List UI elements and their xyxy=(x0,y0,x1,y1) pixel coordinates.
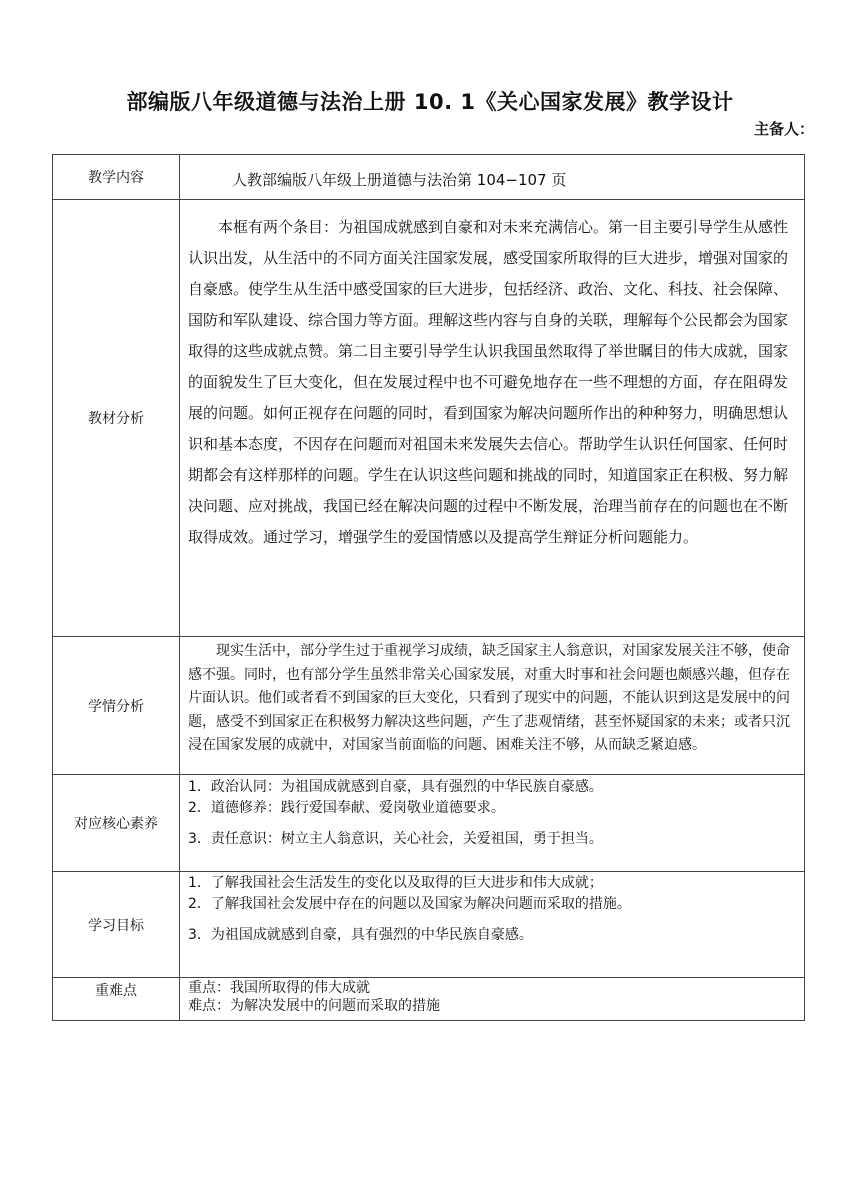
core-literacy-cell xyxy=(180,775,805,872)
list-item: 重点：我国所取得的伟大成就 xyxy=(188,980,370,996)
table-row xyxy=(53,775,805,872)
table-row xyxy=(53,872,805,978)
row-label-learner-analysis: 学情分析 xyxy=(53,637,180,775)
content-cell xyxy=(180,155,805,200)
row-label-objectives: 学习目标 xyxy=(53,872,180,978)
document-title: 部编版八年级道德与法治上册 10. 1《关心国家发展》教学设计 xyxy=(126,90,734,114)
list-item: 1．了解我国社会生活发生的变化以及取得的巨大进步和伟大成就； xyxy=(188,875,603,891)
row-label-textbook-analysis: 教材分析 xyxy=(53,200,180,637)
content-text: 人教部编版八年级上册道德与法治第 104−107 页 xyxy=(232,171,567,189)
lesson-design-table xyxy=(52,154,805,1021)
textbook-analysis-text: 本框有两个条目：为祖国成就感到自豪和对未来充满信心。第一目主要引导学生从感性认识出发，从生活中的不同方面关注国家发展，感受国家所取得的巨大进步，增强对国家的自豪感。使学生从生活中感受国家的巨大进步，包括经济、政治、文化、科技、社会保障、国防和军队建设、综合国力等方面。理解这些内容与自身的关联，理解每个公民都会为国家取得的这些成就点赞。第二目主要引导学生认识我国虽然取得了举世瞩目的伟大成就，国家的面貌发生了巨大变化，但在发展过程中也不可避免地存在一些不理想的方面，存在阻碍发展的问题。如何正视存在问题的同时，看到国家为解决问题所作出的种种努力，明确思想认识和基本态度，不因存在问题而对祖国未来发展失去信心。帮助学生认识任何国家、任何时期都会有这样那样的问题。学生在认识这些问题和挑战的同时，知道国家正在积极、努力解决问题、应对挑战，我国已经在解决问题的过程中不断发展，治理当前存在的问题也在不断取得成效。通过学习，增强学生的爱国情感以及提高学生辩证分析问题能力。 xyxy=(188,218,789,546)
list-item: 1．政治认同：为祖国成就感到自豪，具有强烈的中华民族自豪感。 xyxy=(188,779,603,795)
table-row xyxy=(53,978,805,1021)
table-row xyxy=(53,200,805,637)
list-item: 3．责任意识：树立主人翁意识，关心社会，关爱祖国，勇于担当。 xyxy=(188,831,603,847)
list-item: 难点：为解决发展中的问题而采取的措施 xyxy=(188,998,440,1014)
row-label-content: 教学内容 xyxy=(53,155,180,200)
textbook-analysis-cell xyxy=(180,200,805,637)
key-points-cell xyxy=(180,978,805,1021)
preparer-label: 主备人： xyxy=(753,120,814,138)
row-label-key-points: 重难点 xyxy=(53,978,180,1021)
learner-analysis-text: 现实生活中，部分学生过于重视学习成绩，缺乏国家主人翁意识，对国家发展关注不够，使命感不强。同时，也有部分学生虽然非常关心国家发展，对重大时事和社会问题也颇感兴趣，但存在片面认识。他们或者看不到国家的巨大变化，只看到了现实中的问题，不能认识到这是发展中的问题，感受不到国家正在积极努力解决这些问题，产生了悲观情绪，甚至怀疑国家的未来；或者只沉浸在国家发展的成就中，对国家当前面临的问题、困难关注不够，从而缺乏紧迫感。 xyxy=(188,643,790,753)
table-row xyxy=(53,637,805,775)
learner-analysis-cell xyxy=(180,637,805,775)
list-item: 3．为祖国成就感到自豪，具有强烈的中华民族自豪感。 xyxy=(188,927,533,943)
list-item: 2．道德修养：践行爱国奉献、爱岗敬业道德要求。 xyxy=(188,800,505,816)
list-item: 2．了解我国社会发展中存在的问题以及国家为解决问题而采取的措施。 xyxy=(188,896,631,912)
table-row xyxy=(53,155,805,200)
row-label-core-literacy: 对应核心素养 xyxy=(53,775,180,872)
objectives-cell xyxy=(180,872,805,978)
